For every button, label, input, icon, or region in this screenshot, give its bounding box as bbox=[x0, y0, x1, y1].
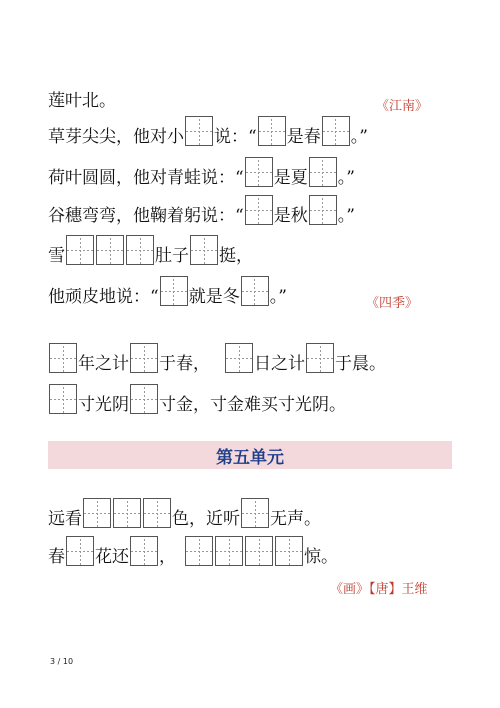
text-line-2 bbox=[48, 116, 368, 146]
text-segment: 是秋 bbox=[273, 206, 308, 226]
source-hua: 《画》【唐】王维 bbox=[330, 582, 428, 597]
writing-box[interactable] bbox=[130, 343, 158, 373]
page-number: 3 / 10 bbox=[50, 657, 74, 666]
writing-box[interactable] bbox=[309, 195, 337, 225]
text-segment: 是夏 bbox=[273, 168, 308, 188]
writing-box[interactable] bbox=[241, 276, 269, 306]
text-segment: 春 bbox=[48, 547, 65, 567]
text-segment: 无声。 bbox=[270, 509, 321, 529]
text-segment: 寸金，寸金难买寸光阴。 bbox=[159, 395, 346, 415]
text-segment: 寸光阴 bbox=[78, 395, 129, 415]
text-line-9 bbox=[48, 498, 321, 528]
text-segment: 莲叶北。 bbox=[48, 91, 116, 111]
writing-box[interactable] bbox=[143, 498, 171, 528]
writing-box[interactable] bbox=[49, 384, 77, 414]
writing-box[interactable] bbox=[66, 235, 94, 265]
text-segment: 他顽皮地说：“ bbox=[48, 287, 159, 307]
text-line-4 bbox=[48, 195, 355, 225]
text-segment: 花还 bbox=[95, 547, 129, 567]
writing-box[interactable] bbox=[49, 343, 77, 373]
text-segment: 荷叶圆圆，他对青蛙说：“ bbox=[48, 168, 244, 188]
text-line-1 bbox=[48, 93, 116, 110]
text-segment: 谷穗弯弯，他鞠着躬说：“ bbox=[48, 206, 244, 226]
text-segment: 说：“ bbox=[214, 127, 257, 147]
writing-box[interactable] bbox=[160, 276, 188, 306]
text-segment: 雪 bbox=[48, 246, 65, 266]
writing-box[interactable] bbox=[275, 536, 303, 566]
writing-box[interactable] bbox=[225, 343, 253, 373]
text-line-3 bbox=[48, 157, 355, 187]
source-siji: 《四季》 bbox=[366, 296, 419, 311]
writing-box[interactable] bbox=[66, 536, 94, 566]
text-segment: ， bbox=[159, 547, 176, 567]
text-line-10 bbox=[48, 536, 338, 566]
text-segment: 惊。 bbox=[304, 547, 338, 567]
writing-box[interactable] bbox=[245, 536, 273, 566]
text-line-6 bbox=[48, 276, 287, 306]
text-segment: 草芽尖尖，他对小 bbox=[48, 127, 184, 147]
text-segment: 肚子 bbox=[155, 246, 189, 266]
text-segment: 。” bbox=[337, 206, 355, 226]
writing-box[interactable] bbox=[130, 536, 158, 566]
text-segment: 于春， bbox=[159, 354, 210, 374]
text-segment: 于晨。 bbox=[335, 354, 386, 374]
writing-box[interactable] bbox=[245, 157, 273, 187]
writing-box[interactable] bbox=[113, 498, 141, 528]
writing-box[interactable] bbox=[130, 384, 158, 414]
unit-banner bbox=[48, 441, 452, 469]
writing-box[interactable] bbox=[126, 235, 154, 265]
source-jiangnan: 《江南》 bbox=[376, 99, 429, 114]
writing-box[interactable] bbox=[185, 116, 213, 146]
text-segment: 是春 bbox=[286, 127, 321, 147]
writing-box[interactable] bbox=[309, 157, 337, 187]
text-segment: 年之计 bbox=[78, 354, 129, 374]
text-segment: 远看 bbox=[48, 509, 82, 529]
text-segment: 。” bbox=[337, 168, 355, 188]
writing-box[interactable] bbox=[215, 536, 243, 566]
writing-box[interactable] bbox=[306, 343, 334, 373]
writing-box[interactable] bbox=[96, 235, 124, 265]
writing-box[interactable] bbox=[245, 195, 273, 225]
text-segment: 日之计 bbox=[254, 354, 305, 374]
text-segment: 就是冬 bbox=[188, 287, 240, 307]
unit-title: 第五单元 bbox=[216, 447, 284, 468]
writing-box[interactable] bbox=[190, 235, 218, 265]
text-segment: 色，近听 bbox=[172, 509, 240, 529]
writing-box[interactable] bbox=[185, 536, 213, 566]
writing-box[interactable] bbox=[322, 116, 350, 146]
text-segment: 挺， bbox=[219, 246, 253, 266]
writing-box[interactable] bbox=[258, 116, 286, 146]
text-segment: 。” bbox=[269, 287, 287, 307]
text-line-5 bbox=[48, 235, 253, 265]
writing-box[interactable] bbox=[83, 498, 111, 528]
text-segment: 。” bbox=[350, 127, 368, 147]
text-line-7 bbox=[48, 343, 386, 373]
text-line-8 bbox=[48, 384, 346, 414]
writing-box[interactable] bbox=[241, 498, 269, 528]
